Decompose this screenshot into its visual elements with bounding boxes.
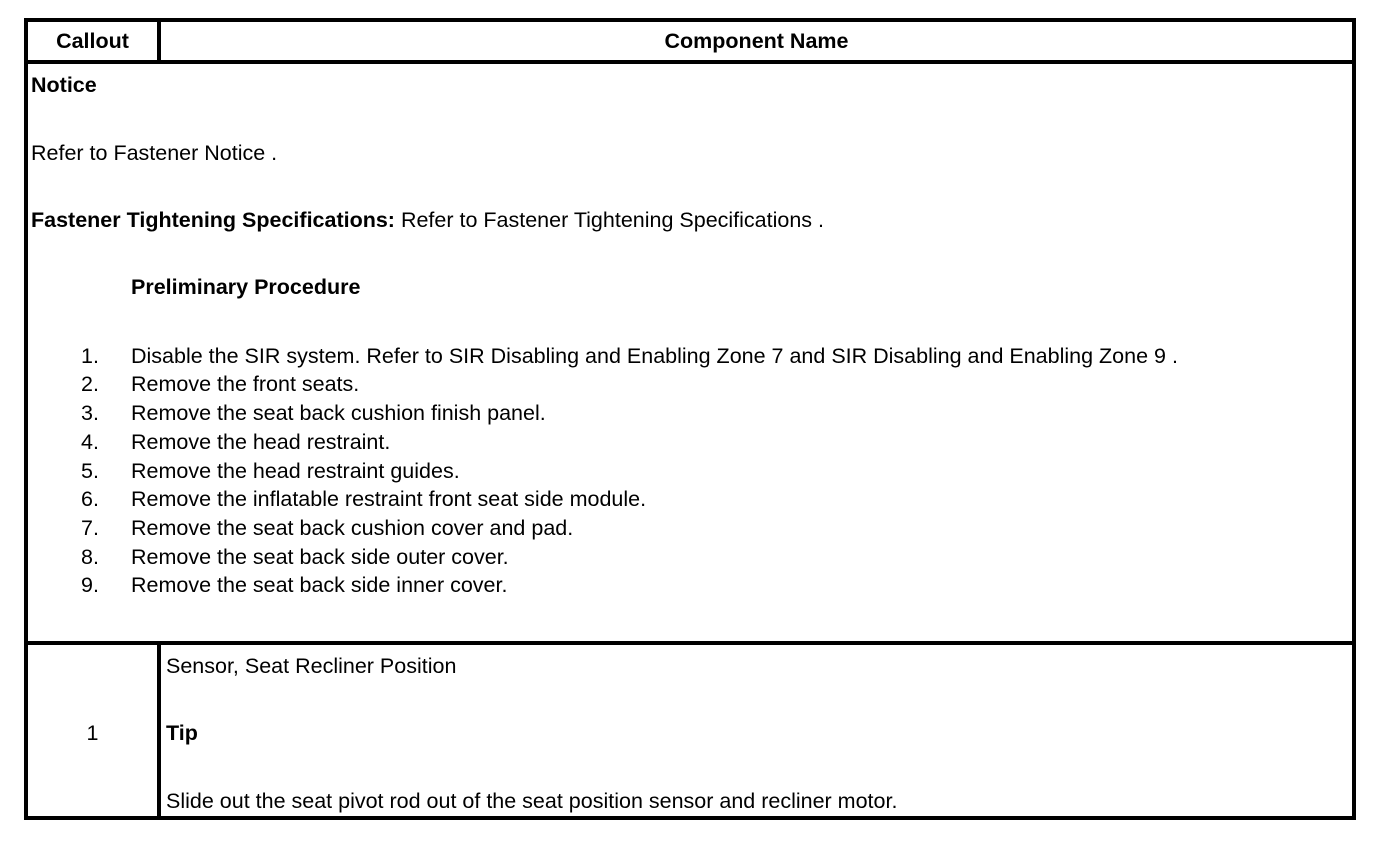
row-divider bbox=[28, 641, 1352, 645]
step-text: Remove the seat back cushion cover and pad. bbox=[131, 516, 574, 540]
step-number: 5. bbox=[81, 459, 99, 483]
step-number: 3. bbox=[81, 401, 99, 425]
callout-number: 1 bbox=[86, 721, 99, 745]
step-number: 6. bbox=[81, 487, 99, 511]
step-number: 9. bbox=[81, 573, 99, 597]
step-number: 7. bbox=[81, 516, 99, 540]
step-text: Remove the seat back cushion finish panel. bbox=[131, 401, 546, 425]
preliminary-procedure-title: Preliminary Procedure bbox=[131, 275, 361, 299]
tip-title: Tip bbox=[166, 721, 198, 745]
step-text: Disable the SIR system. Refer to SIR Disabling and Enabling Zone 7 and SIR Disabling and Enabling Zone 9 . bbox=[131, 344, 1178, 368]
step-number: 1. bbox=[81, 344, 99, 368]
column-divider-row bbox=[157, 645, 161, 816]
spec-text: Refer to Fastener Tightening Specifications . bbox=[394, 208, 825, 232]
spec-label: Fastener Tightening Specifications: bbox=[31, 208, 395, 232]
step-number: 4. bbox=[81, 430, 99, 454]
step-text: Remove the seat back side outer cover. bbox=[131, 545, 509, 569]
component-name: Sensor, Seat Recliner Position bbox=[166, 654, 457, 678]
step-number: 8. bbox=[81, 545, 99, 569]
spec-line bbox=[31, 210, 824, 232]
step-text: Remove the head restraint guides. bbox=[131, 459, 460, 483]
notice-title: Notice bbox=[31, 73, 97, 97]
step-text: Remove the seat back side inner cover. bbox=[131, 573, 508, 597]
header-component-name: Component Name bbox=[664, 29, 849, 53]
notice-text: Refer to Fastener Notice . bbox=[31, 141, 278, 165]
step-number: 2. bbox=[81, 372, 99, 396]
step-text: Remove the inflatable restraint front seat side module. bbox=[131, 487, 647, 511]
step-text: Remove the head restraint. bbox=[131, 430, 391, 454]
component-table bbox=[24, 18, 1356, 820]
step-text: Remove the front seats. bbox=[131, 372, 360, 396]
tip-text: Slide out the seat pivot rod out of the seat position sensor and recliner motor. bbox=[166, 789, 898, 813]
header-callout: Callout bbox=[56, 29, 129, 53]
header-divider bbox=[28, 60, 1352, 64]
